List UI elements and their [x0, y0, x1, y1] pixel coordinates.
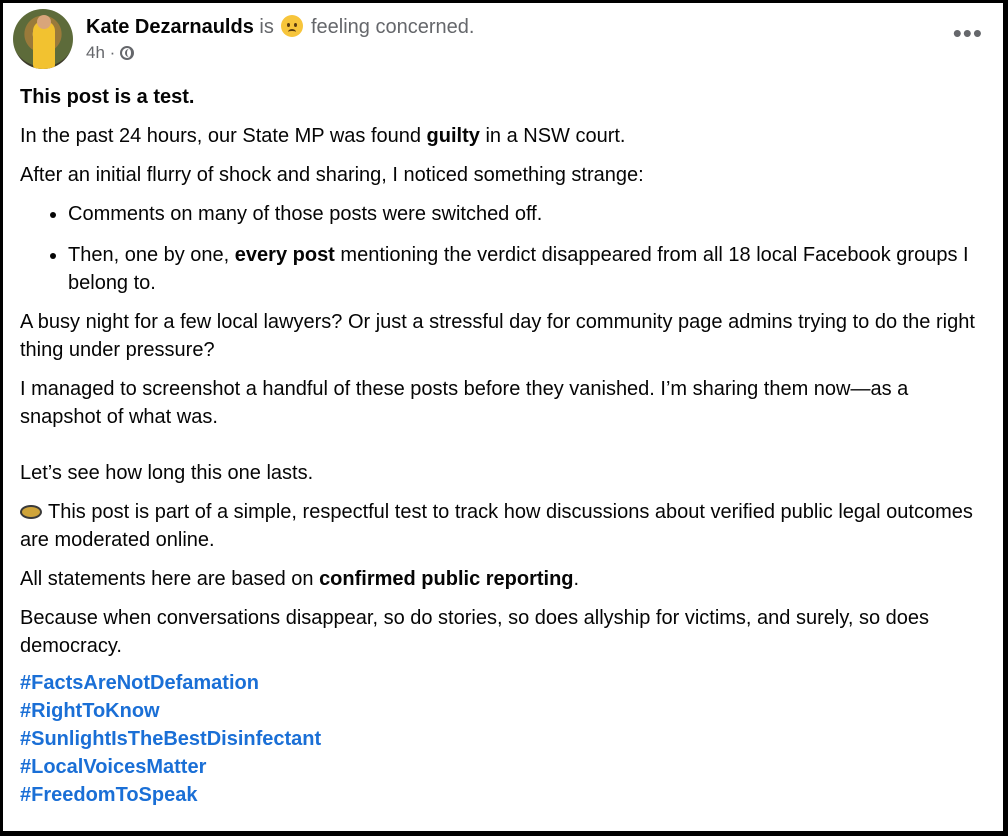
concerned-face-icon	[281, 15, 303, 37]
bullet-list	[20, 200, 985, 297]
post-paragraph: After an initial flurry of shock and sharing, I noticed something strange:	[20, 164, 644, 186]
hashtag-list	[20, 669, 985, 809]
post-timestamp[interactable]: 4h	[86, 43, 105, 62]
post-paragraph: A busy night for a few local lawyers? Or just a stressful day for community page admins trying to do the right thing under pressure?	[20, 311, 975, 361]
hashtag-link[interactable]: #FreedomToSpeak	[20, 784, 198, 806]
post-paragraph: This post is part of a simple, respectful test to track how discussions about verified public legal outcomes are moderated online.	[20, 501, 973, 551]
hashtag-link[interactable]: #RightToKnow	[20, 700, 160, 722]
author-name[interactable]: Kate Dezarnaulds	[86, 16, 254, 38]
is-text: is	[259, 16, 274, 38]
avatar[interactable]	[13, 9, 73, 69]
feeling-text[interactable]: feeling concerned.	[310, 16, 475, 38]
list-item: • Comments on many of those posts were switched off.	[68, 200, 985, 228]
post-paragraph: Because when conversations disappear, so do stories, so does allyship for victims, and surely, so does democracy.	[20, 607, 929, 657]
post-card	[3, 3, 1003, 831]
hashtag-link[interactable]: #LocalVoicesMatter	[20, 756, 207, 778]
more-options-button[interactable]: •••	[952, 18, 983, 48]
list-item: • Then, one by one, every post mentioning the verdict disappeared from all 18 local Facebook groups I belong to.	[68, 241, 985, 297]
post-header	[13, 9, 993, 73]
post-paragraph: In the past 24 hours, our State MP was found guilty in a NSW court.	[20, 125, 626, 147]
ticket-icon	[20, 505, 42, 519]
post-paragraph: This post is a test.	[20, 86, 195, 108]
post-meta	[86, 13, 474, 65]
post-paragraph: Let’s see how long this one lasts.	[20, 462, 314, 484]
hashtag-link[interactable]: #SunlightIsTheBestDisinfectant	[20, 728, 322, 750]
post-body	[20, 83, 985, 809]
hashtag-link[interactable]: #FactsAreNotDefamation	[20, 672, 259, 694]
globe-icon[interactable]	[120, 46, 134, 60]
separator-dot: ·	[109, 43, 116, 62]
post-paragraph: All statements here are based on confirmed public reporting.	[20, 568, 580, 590]
post-paragraph: I managed to screenshot a handful of these posts before they vanished. I’m sharing them now—as a snapshot of what was.	[20, 378, 909, 428]
